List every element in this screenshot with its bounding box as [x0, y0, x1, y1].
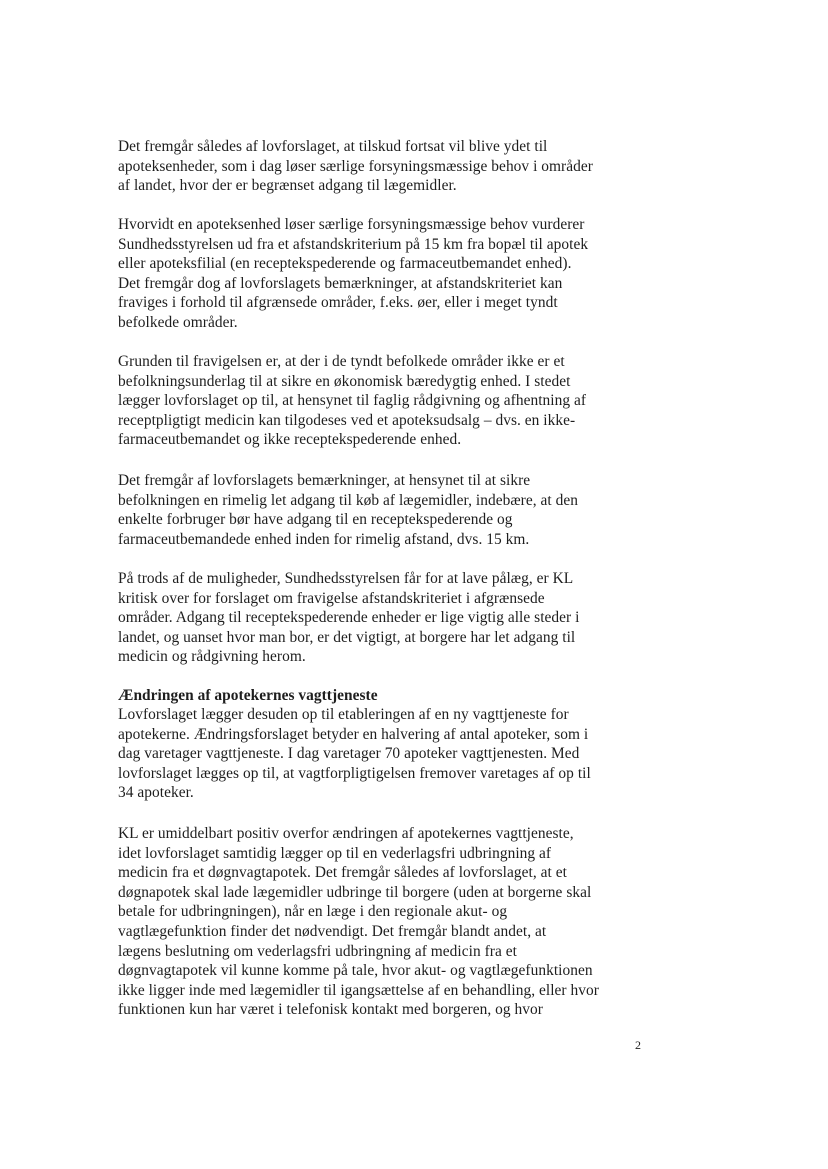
paragraph-distance-criterion: Hvorvidt en apoteksenhed løser særlige forsyningsmæssige behov vurderer Sundhedsstyrelsen ud fra et afstandskriterium på 15 km fra bopæl til apotek eller apoteksfilial (en receptekspederende og farmaceutbemandet enhed). Det fremgår dog af lovforslagets bemærkninger, at afstandskriteriet kan fraviges i forhold til afgrænsede områder, f.eks. øer, eller i meget tyndt befolkede områder.	[118, 216, 589, 331]
paragraph-kl-critique: På trods af de muligheder, Sundhedsstyrelsen får for at lave pålæg, er KL kritisk over for forslaget om fravigelse afstandskriteriet i afgrænsede områder. Adgang til receptekspederende enheder er lige vigtig alle steder i landet, og uanset hvor man bor, er det vigtigt, at borgere har let adgang til medicin og rådgivning herom.	[118, 570, 580, 666]
paragraph-access-to-medicine: Det fremgår af lovforslagets bemærkninger, at hensynet til at sikre befolkningen en rimelig let adgang til køb af lægemidler, indebære, at den enkelte forbruger bør have adgang til en receptekspederende og farmaceutbemandede enhed inden for rimelig afstand, dvs. 15 km.	[118, 472, 578, 548]
section-heading: Ændringen af apotekernes vagttjeneste	[118, 687, 378, 704]
paragraph-subsidy: Det fremgår således af lovforslaget, at tilskud fortsat vil blive ydet til apoteksenheder, som i dag løser særlige forsyningsmæssige behov i områder af landet, hvor der er begrænset adgang til lægemidler.	[118, 138, 593, 195]
page-number: 2	[635, 1038, 641, 1052]
paragraph-night-service: Lovforslaget lægger desuden op til etableringen af en ny vagttjeneste for apotekerne. Ændringsforslaget betyder en halvering af antal apoteker, som i dag varetager vagttjeneste. I dag varetager 70 apoteker vagttjenesten. Med lovforslaget lægges op til, at vagtforpligtigelsen fremover varetages af op til 34 apoteker.	[118, 706, 591, 802]
paragraph-kl-positive: KL er umiddelbart positiv overfor ændringen af apotekernes vagttjeneste, idet lovforslaget samtidig lægger op til en vederlagsfri udbringning af medicin fra et døgnvagtapotek. Det fremgår således af lovforslaget, at et døgnapotek skal lade lægemidler udbringe til borgere (uden at borgerne skal betale for udbringningen), når en læge i den regionale akut- og vagtlægefunktion finder det nødvendigt. Det fremgår blandt andet, at lægens beslutning om vederlagsfri udbringning af medicin fra et døgnvagtapotek vil kunne komme på tale, hvor akut- og vagtlægefunktionen ikke ligger inde med lægemidler til igangsættelse af en behandling, eller hvor funktionen kun har været i telefonisk kontakt med borgeren, og hvor	[118, 825, 599, 1019]
paragraph-deviation-reason: Grunden til fravigelsen er, at der i de tyndt befolkede områder ikke er et befolkningsunderlag til at sikre en økonomisk bæredygtig enhed. I stedet lægger lovforslaget op til, at hensynet til faglig rådgivning og afhentning af receptpligtigt medicin kan tilgodeses ved et apoteksudsalg – dvs. en ikke- farmaceutbemandet og ikke receptekspederende enhed.	[118, 353, 587, 449]
